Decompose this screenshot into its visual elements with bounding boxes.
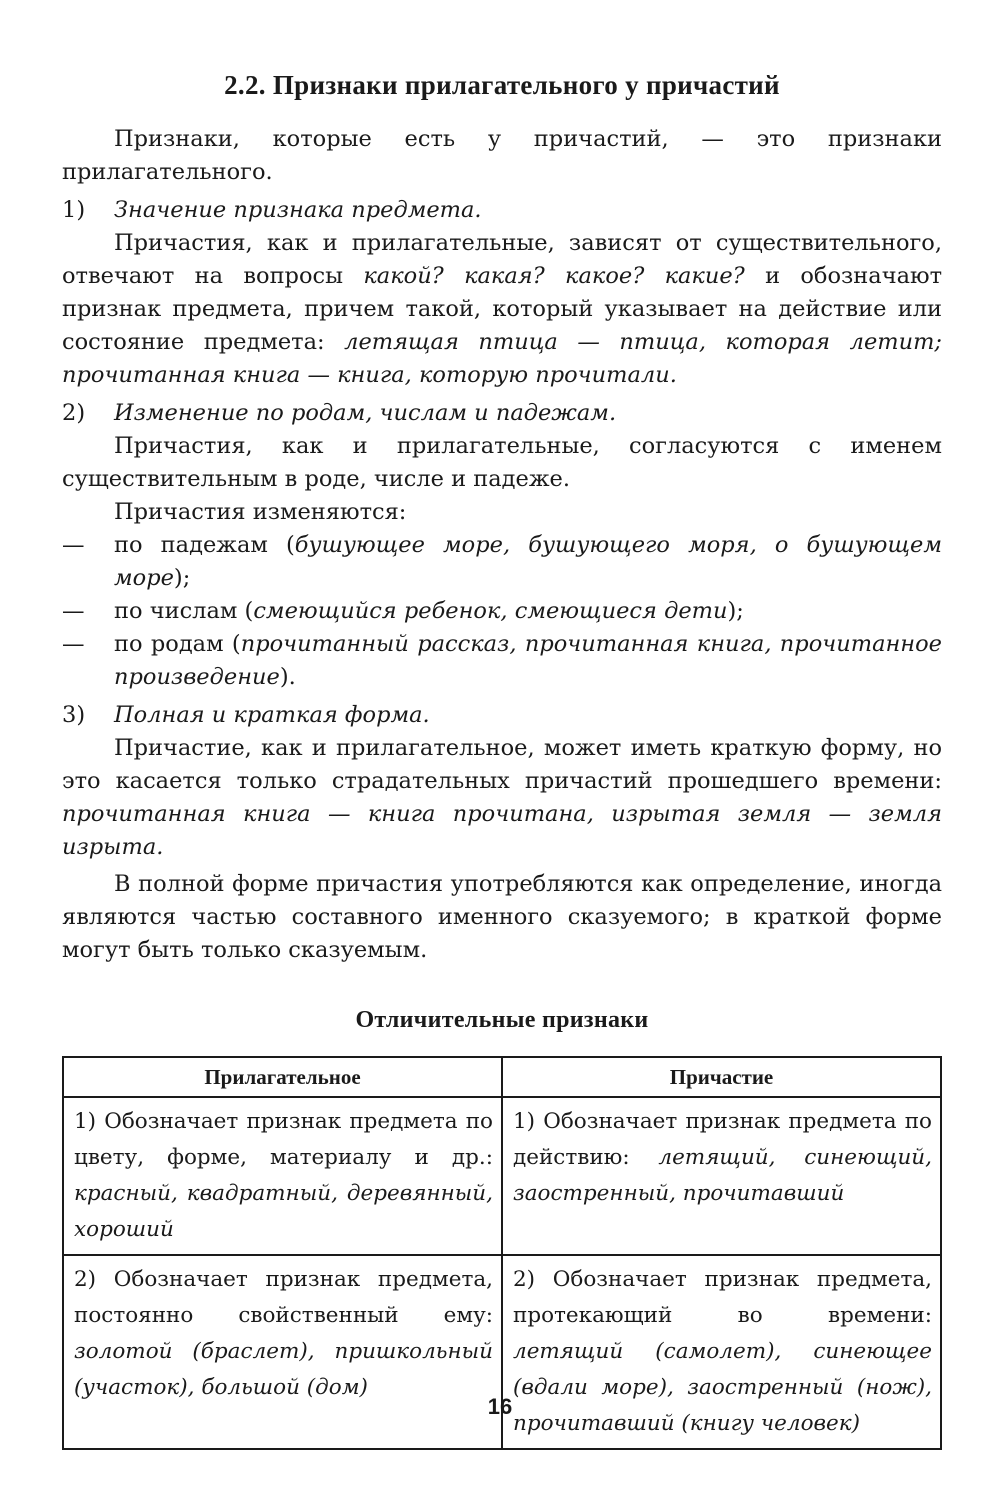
comparison-table	[62, 1056, 942, 1450]
cell-examples: летящий (самолет), синеющее (вдали море), заостренный (нож), прочитавший (книгу человек)	[513, 1339, 932, 1436]
table-cell-adjective	[63, 1097, 502, 1255]
dash-end: ).	[279, 664, 296, 690]
item-1-text-a: Причастия, как и прилагательные, зависят от существительного, отвечают на вопросы	[62, 230, 942, 289]
dash-examples: прочитанный рассказ, прочитанная книга, прочитанное произведение	[114, 631, 942, 690]
item-2-heading-line	[62, 397, 942, 430]
item-3-text: Причастие, как и прилагательное, может иметь краткую форму, но это касается только страдательных причастий прошедшего времени:	[62, 735, 942, 794]
page-number: 16	[487, 1394, 513, 1419]
item-1-heading: Значение признака предмета.	[114, 197, 482, 223]
item-3-paragraph	[62, 732, 942, 864]
section-title: 2.2. Признаки прилагательного у причастий	[224, 70, 780, 100]
cell-examples: красный, квадратный, деревянный, хороший	[74, 1181, 493, 1242]
dash-text: по падежам (	[114, 532, 295, 558]
column-header-participle: Причастие	[502, 1057, 941, 1097]
item-2-subhead: Причастия изменяются:	[114, 499, 407, 525]
dash-end: );	[173, 565, 191, 591]
table-heading: Отличительные признаки	[355, 1007, 649, 1033]
item-3-heading-line	[62, 699, 942, 732]
table-cell-participle	[502, 1097, 941, 1255]
cell-text: 1) Обозначает признак предмета по действию:	[513, 1109, 932, 1170]
table-header-row	[63, 1057, 941, 1097]
item-3-examples: прочитанная книга — книга прочитана, изрытая земля — земля изрыта.	[62, 801, 942, 860]
cell-examples: золотой (браслет), пришкольный (участок), большой (дом)	[74, 1339, 493, 1400]
item-3-number: 3)	[62, 702, 86, 728]
column-header-adjective: Прилагательное	[63, 1057, 502, 1097]
dash-examples: смеющийся ребенок, смеющиеся дети	[253, 598, 728, 624]
dash-mark: —	[62, 532, 85, 558]
cell-text: 2) Обозначает признак предмета, протекающий во времени:	[513, 1267, 932, 1328]
cell-examples: летящий, синеющий, заостренный, прочитавший	[513, 1145, 932, 1206]
dash-mark: —	[62, 598, 85, 624]
intro-paragraph: Признаки, которые есть у причастий, — это признаки прилагательного.	[62, 126, 942, 185]
dash-text: по родам (	[114, 631, 241, 657]
dash-mark: —	[62, 631, 85, 657]
item-1-text-b: и обозначают признак предмета, причем такой, который указывает на действие или состояние предмета:	[62, 263, 943, 355]
item-2-number: 2)	[62, 400, 86, 426]
cell-text: 1) Обозначает признак предмета по цвету, форме, материалу и др.:	[74, 1109, 493, 1170]
dash-item-genders	[62, 628, 942, 694]
item-1-heading-line	[62, 194, 942, 227]
dash-examples: бушующее море, бушующего моря, о бушующем море	[114, 532, 942, 591]
item-1-paragraph	[62, 227, 942, 392]
dash-item-numbers	[62, 595, 942, 628]
table-row	[63, 1097, 941, 1255]
dash-item-cases	[62, 529, 942, 595]
item-1-number: 1)	[62, 197, 86, 223]
dash-text: по числам (	[114, 598, 254, 624]
item-3-heading: Полная и краткая форма.	[114, 702, 430, 728]
cell-text: 2) Обозначает признак предмета, постоянно свойственный ему:	[74, 1267, 493, 1328]
item-1-examples: летящая птица — птица, которая летит; прочитанная книга — книга, которую прочитали.	[62, 329, 942, 388]
item-2-paragraph: Причастия, как и прилагательные, согласуются с именем существительным в роде, числе и падеже.	[62, 433, 942, 492]
item-2-heading: Изменение по родам, числам и падежам.	[114, 400, 617, 426]
dash-end: );	[727, 598, 744, 624]
item-1-questions: какой? какая? какое? какие?	[363, 263, 745, 289]
closing-paragraph: В полной форме причастия употребляются как определение, иногда являются частью составного именного сказуемого; в краткой форме могут быть только сказуемым.	[62, 871, 942, 963]
